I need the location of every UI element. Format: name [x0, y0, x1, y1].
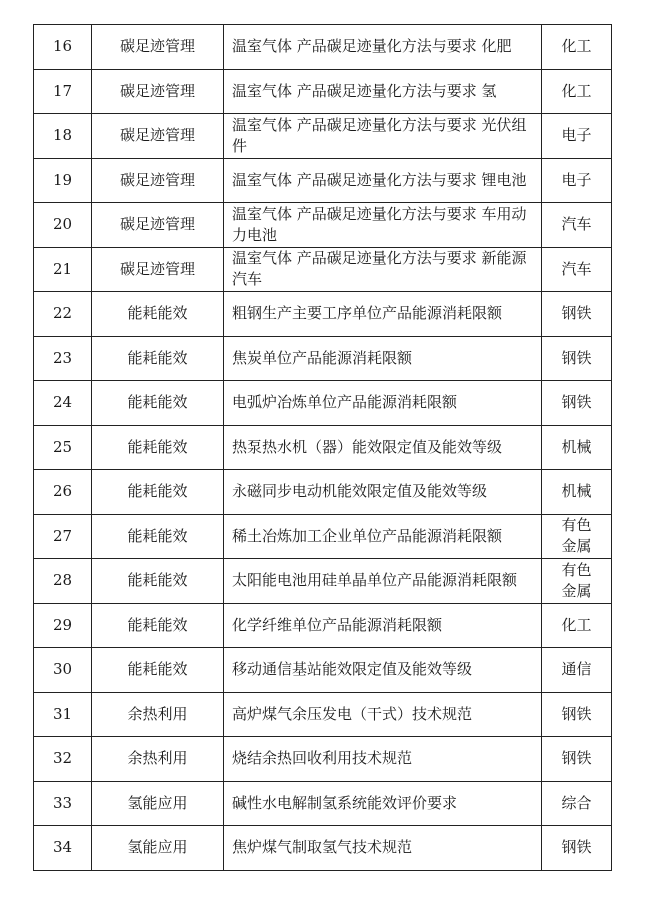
- row-number: 34: [34, 826, 92, 871]
- row-number: 24: [34, 381, 92, 426]
- row-number: 19: [34, 158, 92, 203]
- table-row: [34, 336, 612, 381]
- row-standard-name: 碱性水电解制氢系统能效评价要求: [224, 781, 542, 826]
- standards-table: [33, 24, 612, 871]
- table-row: [34, 203, 612, 248]
- row-category: 碳足迹管理: [92, 114, 224, 159]
- row-category: 碳足迹管理: [92, 25, 224, 70]
- row-category: 能耗能效: [92, 603, 224, 648]
- row-industry: 汽车: [542, 203, 612, 248]
- row-category: 余热利用: [92, 692, 224, 737]
- row-number: 25: [34, 425, 92, 470]
- row-category: 余热利用: [92, 737, 224, 782]
- row-category: 碳足迹管理: [92, 203, 224, 248]
- table-row: [34, 692, 612, 737]
- row-industry: 钢铁: [542, 826, 612, 871]
- row-standard-name: 热泵热水机（器）能效限定值及能效等级: [224, 425, 542, 470]
- table-row: [34, 292, 612, 337]
- table-row: [34, 158, 612, 203]
- row-number: 20: [34, 203, 92, 248]
- row-industry: 钢铁: [542, 737, 612, 782]
- standards-table-body: [34, 25, 612, 871]
- row-industry: 电子: [542, 158, 612, 203]
- row-standard-name: 焦炭单位产品能源消耗限额: [224, 336, 542, 381]
- table-row: [34, 737, 612, 782]
- table-row: [34, 381, 612, 426]
- row-standard-name: 温室气体 产品碳足迹量化方法与要求 新能源汽车: [224, 247, 542, 292]
- row-standard-name: 粗钢生产主要工序单位产品能源消耗限额: [224, 292, 542, 337]
- row-category: 能耗能效: [92, 425, 224, 470]
- row-industry: 通信: [542, 648, 612, 693]
- row-category: 氢能应用: [92, 781, 224, 826]
- row-number: 22: [34, 292, 92, 337]
- row-industry: 综合: [542, 781, 612, 826]
- row-standard-name: 温室气体 产品碳足迹量化方法与要求 氢: [224, 69, 542, 114]
- table-row: [34, 247, 612, 292]
- row-category: 能耗能效: [92, 470, 224, 515]
- row-number: 17: [34, 69, 92, 114]
- table-row: [34, 826, 612, 871]
- row-category: 能耗能效: [92, 381, 224, 426]
- row-industry: 有色金属: [542, 514, 612, 559]
- row-industry: 有色金属: [542, 559, 612, 604]
- row-category: 碳足迹管理: [92, 247, 224, 292]
- row-category: 能耗能效: [92, 336, 224, 381]
- row-industry: 机械: [542, 425, 612, 470]
- row-number: 21: [34, 247, 92, 292]
- row-category: 能耗能效: [92, 292, 224, 337]
- table-row: [34, 114, 612, 159]
- row-number: 33: [34, 781, 92, 826]
- row-industry: 化工: [542, 69, 612, 114]
- row-number: 32: [34, 737, 92, 782]
- table-row: [34, 425, 612, 470]
- row-number: 27: [34, 514, 92, 559]
- row-category: 碳足迹管理: [92, 69, 224, 114]
- row-standard-name: 稀土冶炼加工企业单位产品能源消耗限额: [224, 514, 542, 559]
- table-row: [34, 603, 612, 648]
- row-industry: 钢铁: [542, 292, 612, 337]
- row-standard-name: 温室气体 产品碳足迹量化方法与要求 化肥: [224, 25, 542, 70]
- row-industry: 钢铁: [542, 381, 612, 426]
- row-industry: 机械: [542, 470, 612, 515]
- row-number: 29: [34, 603, 92, 648]
- row-number: 23: [34, 336, 92, 381]
- row-standard-name: 高炉煤气余压发电（干式）技术规范: [224, 692, 542, 737]
- table-row: [34, 781, 612, 826]
- row-standard-name: 电弧炉冶炼单位产品能源消耗限额: [224, 381, 542, 426]
- table-row: [34, 25, 612, 70]
- row-industry: 钢铁: [542, 336, 612, 381]
- row-industry: 化工: [542, 603, 612, 648]
- row-standard-name: 太阳能电池用硅单晶单位产品能源消耗限额: [224, 559, 542, 604]
- row-category: 能耗能效: [92, 648, 224, 693]
- row-standard-name: 永磁同步电动机能效限定值及能效等级: [224, 470, 542, 515]
- row-standard-name: 温室气体 产品碳足迹量化方法与要求 车用动力电池: [224, 203, 542, 248]
- row-standard-name: 烧结余热回收利用技术规范: [224, 737, 542, 782]
- row-number: 28: [34, 559, 92, 604]
- table-row: [34, 559, 612, 604]
- row-number: 30: [34, 648, 92, 693]
- row-standard-name: 焦炉煤气制取氢气技术规范: [224, 826, 542, 871]
- row-standard-name: 温室气体 产品碳足迹量化方法与要求 光伏组件: [224, 114, 542, 159]
- row-number: 16: [34, 25, 92, 70]
- row-standard-name: 温室气体 产品碳足迹量化方法与要求 锂电池: [224, 158, 542, 203]
- row-standard-name: 化学纤维单位产品能源消耗限额: [224, 603, 542, 648]
- row-number: 18: [34, 114, 92, 159]
- row-number: 31: [34, 692, 92, 737]
- row-industry: 钢铁: [542, 692, 612, 737]
- row-industry: 电子: [542, 114, 612, 159]
- table-row: [34, 514, 612, 559]
- table-row: [34, 69, 612, 114]
- row-number: 26: [34, 470, 92, 515]
- row-category: 能耗能效: [92, 559, 224, 604]
- row-industry: 汽车: [542, 247, 612, 292]
- row-category: 能耗能效: [92, 514, 224, 559]
- row-category: 碳足迹管理: [92, 158, 224, 203]
- table-row: [34, 470, 612, 515]
- row-industry: 化工: [542, 25, 612, 70]
- row-category: 氢能应用: [92, 826, 224, 871]
- table-row: [34, 648, 612, 693]
- row-standard-name: 移动通信基站能效限定值及能效等级: [224, 648, 542, 693]
